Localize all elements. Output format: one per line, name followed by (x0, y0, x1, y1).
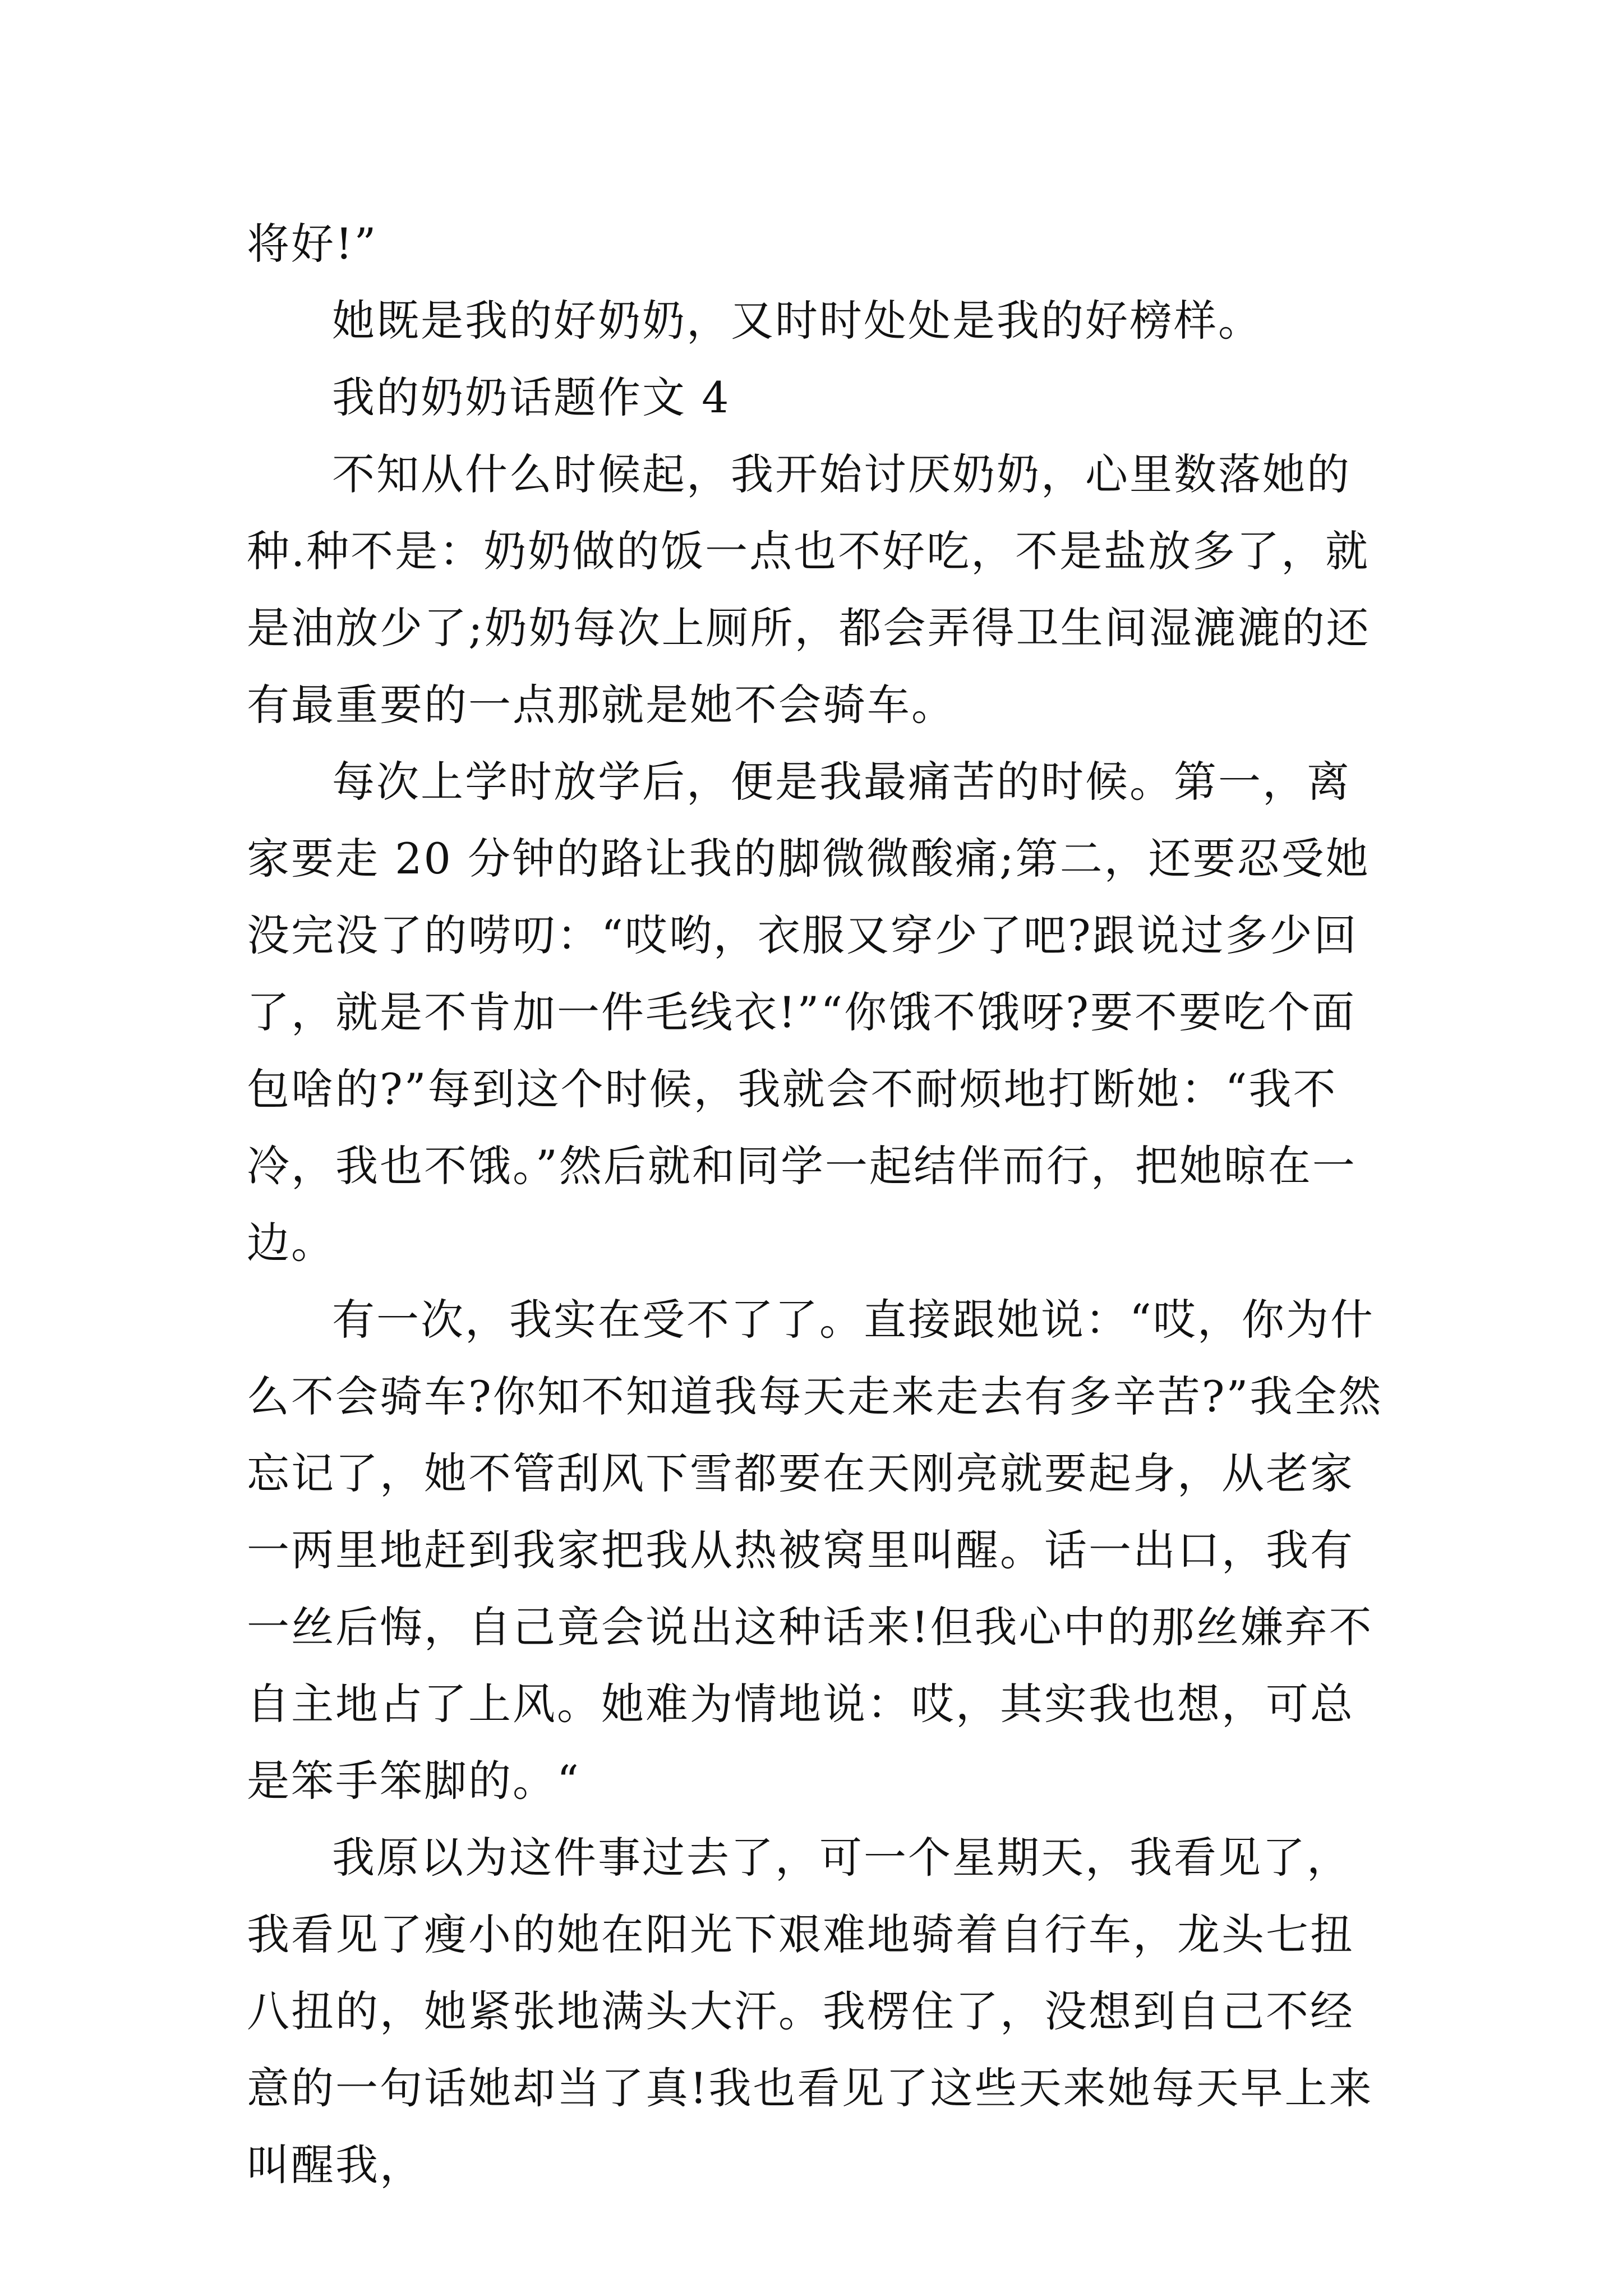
section-title: 我的奶奶话题作文 4 (332, 372, 731, 422)
paragraph: 她既是我的好奶奶，又时时处处是我的好榜样。 (332, 296, 1262, 346)
paragraph-continuation: 将好!” (247, 219, 378, 269)
paragraph: 有一次，我实在受不了了。直接跟她说：“哎，你为什么不会骑车?你知不知道我每天走来走去有多辛苦?”我全然忘记了，她不管刮风下雪都要在天刚亮就要起身，从老家一两里地赶到我家把我从热被窝里叫醒。话一出口，我有一丝后悔，自己竟会说出这种话来!但我心中的那丝嫌弃不自主地占了上风。她难为情地说：哎，其实我也想，可总是笨手笨脚的。“ (247, 1295, 1383, 1806)
paragraph: 我原以为这件事过去了，可一个星期天，我看见了，我看见了瘦小的她在阳光下艰难地骑着自行车，龙头七扭八扭的，她紧张地满头大汗。我楞住了，没想到自己不经意的一句话她却当了真!我也看见了这些天来她每天早上来叫醒我， (247, 1833, 1373, 2190)
paragraph: 不知从什么时候起，我开始讨厌奶奶，心里数落她的种.种不是：奶奶做的饭一点也不好吃，不是盐放多了，就是油放少了;奶奶每次上厕所，都会弄得卫生间湿漉漉的还有最重要的一点那就是她不会骑车。 (247, 449, 1371, 730)
document-body (247, 205, 1385, 2203)
paragraph: 每次上学时放学后，便是我最痛苦的时候。第一，离家要走 20 分钟的路让我的脚微微酸痛;第二，还要忍受她没完没了的唠叨：“哎哟，衣服又穿少了吧?跟说过多少回了，就是不肯加一件毛线衣!”“你饿不饿呀?要不要吃个面包啥的?”每到这个时候，我就会不耐烦地打断她：“我不冷，我也不饿。”然后就和同学一起结伴而行，把她晾在一边。 (247, 757, 1370, 1268)
